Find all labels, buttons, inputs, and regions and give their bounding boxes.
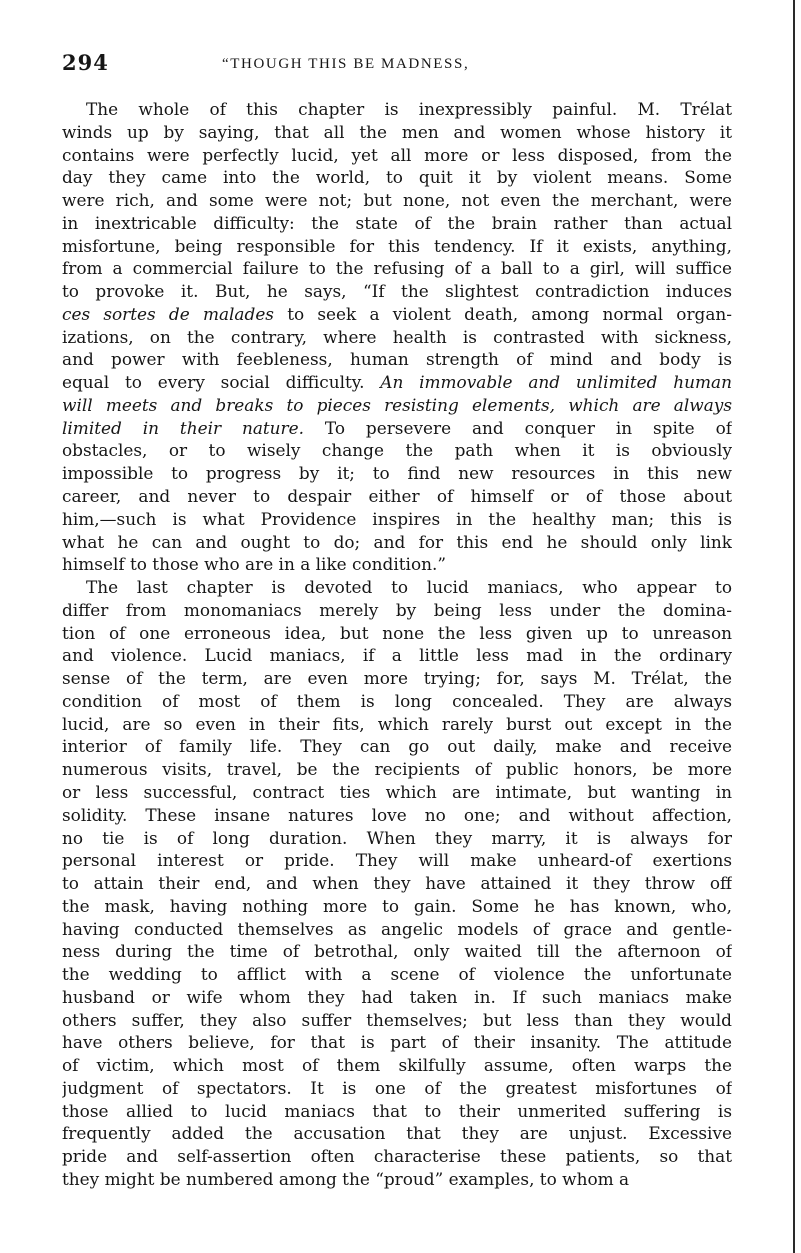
text-line: pride and self-assertion often characterise these patients, so that — [62, 1146, 732, 1167]
text-line: The whole of this chapter is inexpressibly painful. M. Trélat — [86, 99, 732, 119]
text-line: winds up by saying, that all the men and women whose history it — [62, 121, 732, 142]
text-line: tion of one erroneous idea, but none the less given up to unreason — [62, 622, 732, 643]
text-line: numerous visits, travel, be the recipients of public honors, be more — [62, 759, 732, 780]
text-line: differ from monomaniacs merely by being less under the domina- — [62, 599, 732, 620]
text-line: obstacles, or to wisely change the path when it is obviously — [62, 440, 732, 461]
italic-text: ces sortes de malades — [62, 303, 274, 324]
italic-text: An immovable and unlimited human — [380, 372, 732, 393]
text-line: day they came into the world, to quit it by violent means. Some — [62, 167, 732, 188]
page-header — [62, 50, 762, 80]
text-line: judgment of spectators. It is one of the greatest misfortunes of — [62, 1077, 732, 1098]
text-line: frequently added the accusation that they are unjust. Excessive — [62, 1123, 732, 1144]
paragraph-1 — [62, 98, 732, 576]
text-line: izations, on the contrary, where health is contrasted with sickness, — [62, 326, 732, 347]
text-line: ces sortes de malades to seek a violent death, among normal organ- — [62, 303, 732, 324]
text-line: personal interest or pride. They will make unheard-of exertions — [62, 850, 732, 871]
text-line: to attain their end, and when they have attained it they throw off — [62, 873, 732, 894]
paragraph-2 — [62, 576, 732, 1191]
text-line: have others believe, for that is part of their insanity. The attitude — [62, 1032, 732, 1053]
text-line: husband or wife whom they had taken in. If such maniacs make — [62, 986, 732, 1007]
text-line: the wedding to afflict with a scene of violence the unfortunate — [62, 964, 732, 985]
text-line: no tie is of long duration. When they marry, it is always for — [62, 827, 732, 848]
text-line: of victim, which most of them skilfully assume, often warps the — [62, 1055, 732, 1076]
page-number: 294 — [62, 50, 109, 75]
italic-text: limited in their nature. — [62, 417, 304, 438]
text-line: they might be numbered among the “proud” examples, to whom a — [62, 1168, 630, 1189]
text-line: those allied to lucid maniacs that to their unmerited suffering is — [62, 1100, 732, 1121]
text-line: interior of family life. They can go out daily, make and receive — [62, 736, 732, 757]
text-line: himself to those who are in a like condition.” — [62, 554, 447, 575]
text-line: career, and never to despair either of himself or of those about — [62, 486, 732, 507]
text-line — [62, 394, 732, 417]
text-line: lucid, are so even in their fits, which rarely burst out except in the — [62, 713, 732, 734]
text-line: limited in their nature. To persevere and conquer in spite of — [62, 417, 732, 438]
text-line: and power with feebleness, human strength of mind and body is — [62, 349, 732, 370]
text-line: having conducted themselves as angelic models of grace and gentle- — [62, 918, 732, 939]
running-head: “THOUGH THIS BE MADNESS, — [222, 56, 470, 72]
text-line: others suffer, they also suffer themselves; but less than they would — [62, 1009, 732, 1030]
text-line: in inextricable difficulty: the state of the brain rather than actual — [62, 212, 732, 233]
text-line: contains were perfectly lucid, yet all more or less disposed, from the — [62, 144, 732, 165]
text-line: what he can and ought to do; and for this end he should only link — [62, 531, 732, 552]
text-line: the mask, having nothing more to gain. Some he has known, who, — [62, 895, 732, 916]
text-line: The last chapter is devoted to lucid maniacs, who appear to — [86, 577, 732, 598]
text-line: misfortune, being responsible for this tendency. If it exists, anything, — [62, 235, 732, 256]
text-line: and violence. Lucid maniacs, if a little less mad in the ordinary — [62, 645, 732, 666]
text-line: solidity. These insane natures love no one; and without affection, — [62, 804, 732, 825]
text-line: impossible to progress by it; to find new resources in this new — [62, 463, 732, 484]
text-line: from a commercial failure to the refusing of a ball to a girl, will suffice — [62, 258, 732, 279]
body-text — [62, 98, 732, 1191]
text-line: to provoke it. But, he says, “If the slightest contradiction induces — [62, 281, 732, 302]
text-line: condition of most of them is long concealed. They are always — [62, 690, 732, 711]
text-line: him,—such is what Providence inspires in the healthy man; this is — [62, 508, 732, 529]
text-line: were rich, and some were not; but none, not even the merchant, were — [62, 190, 732, 211]
italic-text: will meets and breaks to pieces resisting elements, which are always — [62, 394, 732, 415]
text-line: ness during the time of betrothal, only waited till the afternoon of — [62, 941, 732, 962]
text-line: sense of the term, are even more trying; for, says M. Trélat, the — [62, 668, 732, 689]
page-edge-rule — [793, 0, 795, 1253]
text-line: or less successful, contract ties which are intimate, but wanting in — [62, 781, 732, 802]
text-line: equal to every social difficulty. An immovable and unlimited human — [62, 372, 732, 393]
